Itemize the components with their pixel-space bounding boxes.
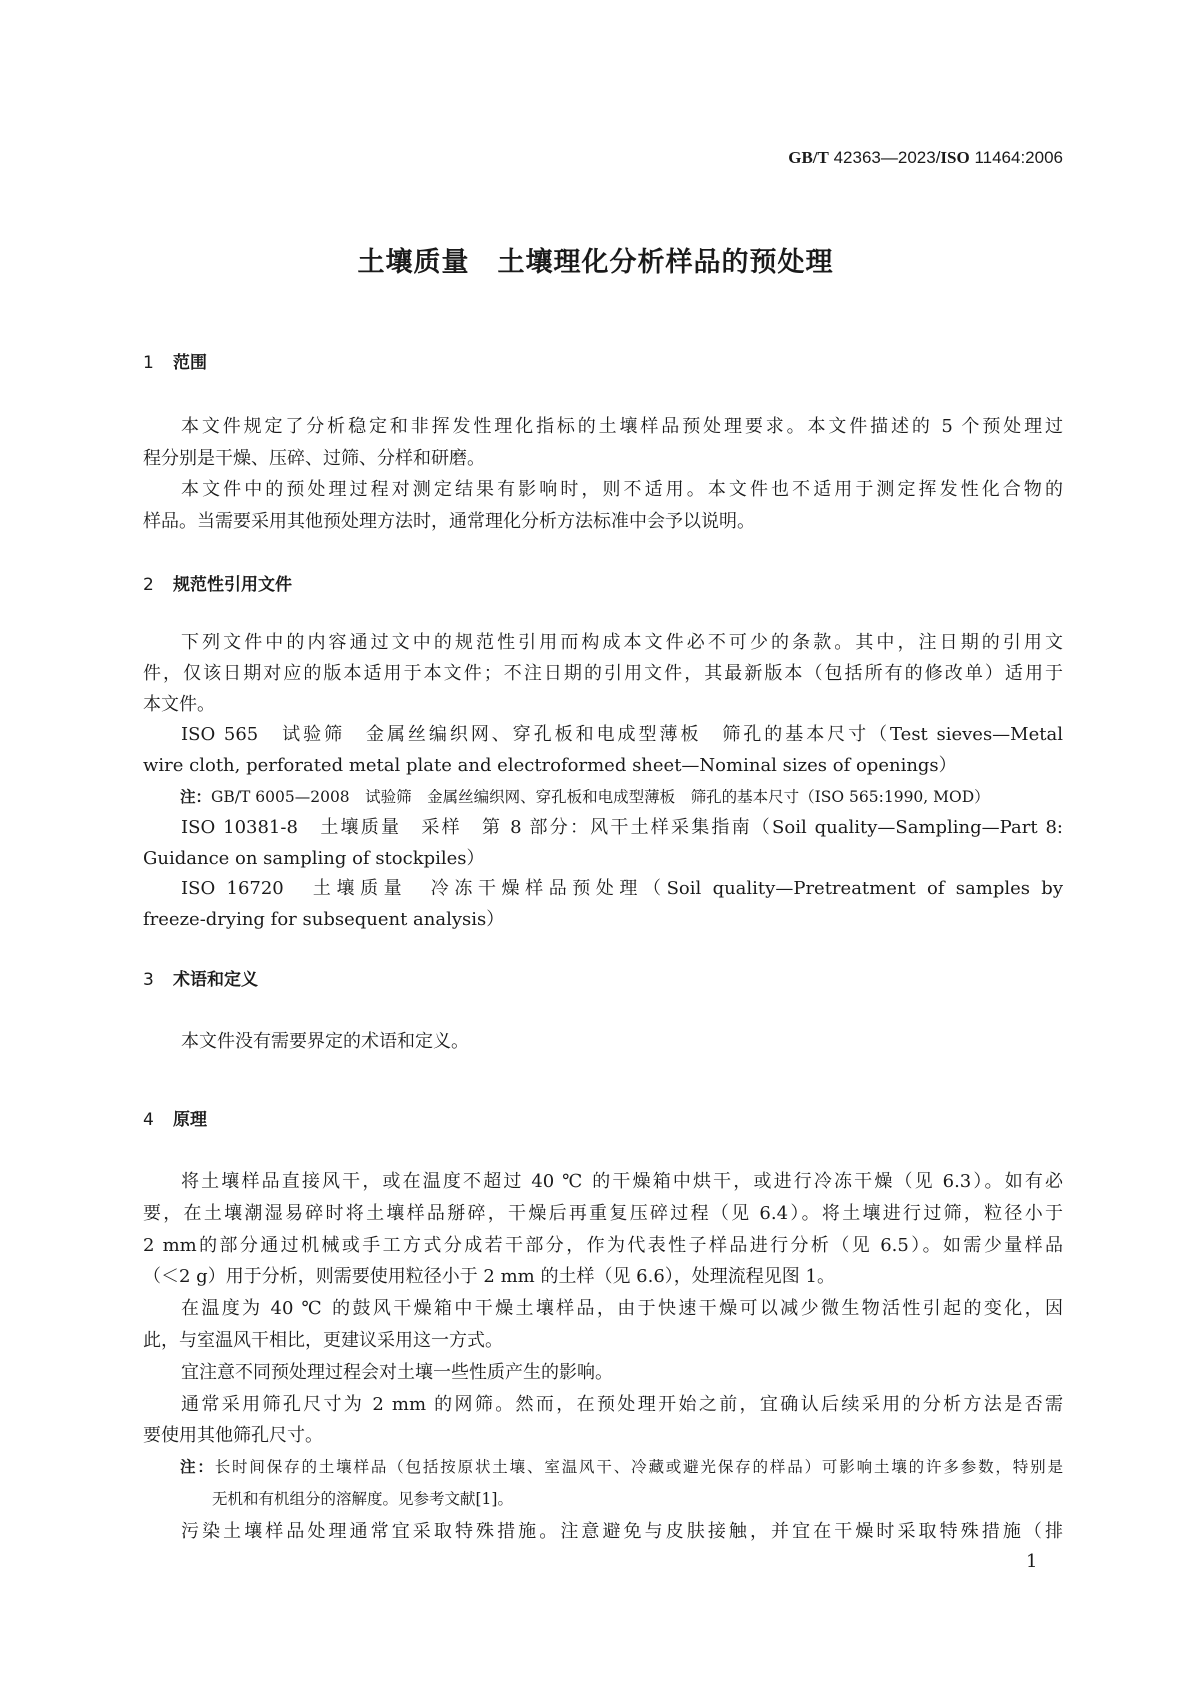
paragraph-line: 要使用其他筛孔尺寸。 [143, 1425, 323, 1447]
paragraph-line: 样品。当需要采用其他预处理方法时，通常理化分析方法标准中会予以说明。 [143, 511, 755, 533]
paragraph-line: 污染土壤样品处理通常宜采取特殊措施。注意避免与皮肤接触，并宜在干燥时采取特殊措施（排 [181, 1520, 1063, 1542]
reference-line: ISO 16720 土壤质量 冷冻干燥样品预处理（Soil quality—Pretreatment of samples by [181, 878, 1063, 900]
section-title: 范围 [173, 353, 207, 373]
paragraph-line: 下列文件中的内容通过文中的规范性引用而构成本文件必不可少的条款。其中，注日期的引用文 [181, 632, 1063, 653]
iso-prefix: ISO [940, 148, 970, 167]
section-heading-principle [143, 1105, 207, 1135]
paragraph-line: 本文件中的预处理过程对测定结果有影响时，则不适用。本文件也不适用于测定挥发性化合物的 [181, 479, 1063, 501]
paragraph-line: 本文件没有需要界定的术语和定义。 [181, 1031, 469, 1052]
paragraph-line: 通常采用筛孔尺寸为 2 mm 的网筛。然而，在预处理开始之前，宜确认后续采用的分析方法是否需 [181, 1393, 1063, 1415]
reference-line: wire cloth, perforated metal plate and electroformed sheet—Nominal sizes of openings） [143, 755, 957, 777]
note-label: 注： [180, 1458, 215, 1477]
section-title: 原理 [173, 1110, 207, 1130]
principle-note [143, 1452, 1063, 1484]
note-text: GB/T 6005—2008 试验筛 金属丝编织网、穿孔板和电成型薄板 筛孔的基本尺寸（ISO 565:1990, MOD） [211, 787, 990, 806]
document-title: 土壤质量 土壤理化分析样品的预处理 [357, 247, 834, 278]
code-prefix: GB/T [788, 148, 829, 167]
paragraph-line: 2 mm的部分通过机械或手工方式分成若干部分，作为代表性子样品进行分析（见 6.5）。如需少量样品 [143, 1234, 1063, 1256]
section-number: 2 [143, 575, 154, 595]
note-text: 无机和有机组分的溶解度。见参考文献[1]。 [212, 1489, 513, 1508]
section-number: 3 [143, 970, 154, 990]
iso-number: 11464:2006 [969, 148, 1063, 167]
document-code-header [788, 146, 1063, 170]
paragraph-line: 此，与室温风干相比，更建议采用这一方式。 [143, 1329, 503, 1351]
section-heading-terms [143, 965, 258, 995]
paragraph-line: 件，仅该日期对应的版本适用于本文件；不注日期的引用文件，其最新版本（包括所有的修改单）适用于 [143, 662, 1063, 684]
code-number: 42363—2023/ [828, 148, 941, 167]
reference-note [143, 782, 1063, 813]
paragraph-line: 将土壤样品直接风干，或在温度不超过 40 ℃ 的干燥箱中烘干，或进行冷冻干燥（见 6.3）。如有必 [181, 1171, 1063, 1192]
reference-line: Guidance on sampling of stockpiles） [143, 847, 485, 869]
note-label: 注： [180, 787, 212, 806]
normative-references-body [143, 628, 1063, 936]
reference-line: freeze-drying for subsequent analysis） [143, 909, 505, 931]
paragraph-line: 本文件规定了分析稳定和非挥发性理化指标的土壤样品预处理要求。本文件描述的 5 个预处理过 [181, 416, 1063, 437]
paragraph-line: 宜注意不同预处理过程会对土壤一些性质产生的影响。 [181, 1361, 613, 1383]
section-number: 1 [143, 353, 154, 373]
section-title: 规范性引用文件 [173, 575, 292, 595]
paragraph-line: 在温度为 40 ℃ 的鼓风干燥箱中干燥土壤样品，由于快速干燥可以减少微生物活性引起的变化，因 [181, 1298, 1063, 1320]
reference-line: ISO 10381-8 土壤质量 采样 第 8 部分：风干土样采集指南（Soil quality—Sampling—Part 8: [181, 816, 1063, 838]
page-number: 1 [1026, 1551, 1038, 1572]
note-text: 长时间保存的土壤样品（包括按原状土壤、室温风干、冷藏或避光保存的样品）可影响土壤的许多参数，特别是 [214, 1458, 1063, 1477]
section-title: 术语和定义 [173, 970, 258, 990]
paragraph-line: （＜2 g）用于分析，则需要使用粒径小于 2 mm 的土样（见 6.6），处理流程见图 1。 [143, 1266, 835, 1288]
paragraph-line: 要，在土壤潮湿易碎时将土壤样品掰碎，干燥后再重复压碎过程（见 6.4）。将土壤进行过筛，粒径小于 [143, 1202, 1063, 1224]
paragraph-line: 本文件。 [143, 693, 215, 715]
section-number: 4 [143, 1110, 154, 1130]
section-heading-normative-references [143, 570, 292, 600]
paragraph-line: 程分别是干燥、压碎、过筛、分样和研磨。 [143, 447, 485, 469]
reference-line: ISO 565 试验筛 金属丝编织网、穿孔板和电成型薄板 筛孔的基本尺寸（Test sieves—Metal [181, 724, 1063, 746]
section-heading-scope [143, 348, 207, 378]
scope-body [143, 411, 1063, 538]
principle-body [143, 1166, 1063, 1548]
terms-body [143, 1027, 1063, 1058]
